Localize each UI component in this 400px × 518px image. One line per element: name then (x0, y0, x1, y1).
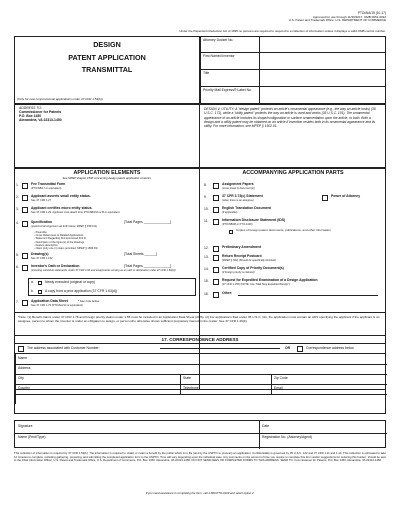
header-fields (200, 36, 386, 104)
element-1-checkbox[interactable] (22, 183, 28, 189)
element-3-num: 3. (16, 207, 19, 211)
part-14-label: Certified Copy of Priority Document(s) (222, 266, 284, 270)
element-4-num: 4. (16, 221, 19, 225)
attorney-docket-field[interactable] (259, 37, 385, 52)
element-4-note: (preferred arrangement set forth below, MPEP § 1503.01) (31, 225, 98, 228)
part-9-num: 9. (204, 195, 207, 199)
element-5-sheets[interactable]: [Total Sheets ______] (124, 252, 157, 256)
priority-mail-label: Priority Mail Express® Label No. (203, 88, 252, 92)
element-1-label: Fee Transmittal Form (31, 182, 66, 186)
assistance-note: If you need assistance in completing the form, call 1-800-PTO-9199 and select option 2. (145, 491, 255, 495)
element-2-note: See 37 CFR 1.27 (31, 199, 52, 202)
zip-label: Zip Code (274, 376, 288, 380)
element-7-see-note: * See note below. (78, 299, 100, 303)
customer-number-label: The address associated with Customer Number: (27, 346, 100, 350)
part-10-checkbox[interactable] (213, 207, 219, 213)
state-label: State (183, 376, 191, 380)
part-13-note: (MPEP § 503) (Should be specifically itemized) (222, 259, 276, 262)
element-5-label: Drawing(s) (31, 252, 49, 256)
transmittal-form (14, 12, 386, 506)
signature-label: Signature (18, 424, 33, 428)
element-3-note: See 37 CFR 1.29. Applicant must attach form PTO/SB/15A or B or equivalent. (31, 211, 121, 214)
element-6-pages[interactable]: [Total Pages ______________] (124, 264, 171, 268)
attorney-docket-row[interactable] (200, 36, 386, 53)
title-line-2: PATENT APPLICATION (68, 52, 146, 62)
ids-copies-label: Copies of foreign patent documents, publications, and other information (236, 228, 331, 232)
address-field-label: Address (18, 366, 31, 370)
part-10-note: (if applicable) (222, 211, 238, 214)
form-number: PTO/AIA/15 (10-17) (357, 11, 386, 15)
date-label: Date (262, 424, 270, 428)
correspondence-below-checkbox[interactable] (297, 346, 303, 352)
element-3-checkbox[interactable] (22, 207, 28, 213)
part-16-num: 16. (204, 292, 209, 296)
element-7-note: See 37 CFR 1.76 (PTO/AIA/14 or equivalent) (31, 304, 83, 307)
element-6-checkbox[interactable] (22, 265, 28, 271)
title-subtitle: (Only for new nonprovisional applications under 37 CFR 1.53(b)) (17, 96, 103, 101)
address-label: ADDRESS TO: (19, 106, 42, 110)
spec-part: - Description of the figure(s) of the drawings (34, 240, 85, 244)
title-field[interactable] (259, 70, 385, 86)
first-inventor-row[interactable] (200, 53, 386, 70)
element-6-note: (including substitute statements under 37 CFR 1.64 and assignments serving as an oath or declaration under 37 CFR 1.63(e)) (31, 269, 176, 272)
customer-number-checkbox[interactable] (18, 346, 24, 352)
oath-a-checkbox[interactable] (38, 281, 42, 285)
part-12-checkbox[interactable] (213, 246, 219, 252)
part-13-checkbox[interactable] (213, 255, 219, 261)
part-9-checkbox[interactable] (213, 195, 219, 201)
part-15-label: Request for Expedited Examination of a Design Application (222, 278, 318, 282)
oath-b-label: A copy from a prior application (37 CFR 1.63(d)) (45, 289, 118, 293)
part-11-checkbox[interactable] (213, 219, 219, 225)
element-6-num: 6. (16, 265, 19, 269)
spec-part: - Claim (only one (1) claim permitted, MPEP § 1503.03) (34, 247, 98, 251)
signature-field[interactable] (55, 422, 255, 432)
oath-b-checkbox[interactable] (38, 290, 42, 294)
correspondence-below-label: Correspondence address below (306, 346, 354, 350)
part-15-note: (37 CFR 1.155) (NOTE: Use "Mail Stop Expedited Design") (222, 283, 291, 286)
priority-mail-row[interactable] (200, 87, 386, 104)
element-5-num: 5. (16, 253, 19, 257)
customer-number-field[interactable] (160, 345, 280, 349)
elements-heading: APPLICATION ELEMENTS (73, 170, 141, 176)
name-field[interactable] (55, 355, 385, 363)
priority-mail-field[interactable] (259, 87, 385, 103)
oath-b-letter: b. (31, 289, 34, 293)
signature-block (14, 420, 386, 448)
ads-note: *Note: (1) Benefit claims under 37 CFR 1.78 and foreign priority claims under 1.55 must be included in an Application Data Sheet (ADS). (2) For applications filed under 35 U.S.C. 111, the application must contain an ADS specifying the applicant if the applicant is an assignee, person to whom the inventor is under an obligation to assign, or person who otherwise shows sufficient proprietary interest in the matter. See 37 CFR 1.46(b). (14, 312, 386, 336)
part-16-label: Other: (222, 291, 233, 295)
element-1-num: 1. (16, 183, 19, 187)
part-12-num: 12. (204, 246, 209, 250)
name-label: Name (18, 356, 28, 360)
element-4-checkbox[interactable] (22, 221, 28, 227)
print-name-label: Name (Print/Type) (18, 435, 46, 439)
country-label: Country (18, 386, 30, 390)
part-8-label: Assignment Papers (222, 182, 254, 186)
element-2-label: Applicant asserts small entity status. (31, 194, 91, 198)
form-header (186, 12, 386, 23)
registration-label: Registration No. (Attorney/Agent) (262, 435, 312, 439)
title-line-1: DESIGN (93, 40, 121, 49)
part-9-note: (when there is an assignee) (222, 199, 254, 202)
title-row[interactable] (200, 70, 386, 87)
part-10-label: English Translation Document (222, 206, 271, 210)
element-7-checkbox[interactable] (22, 300, 28, 306)
title-line-3: TRANSMITTAL (81, 65, 133, 75)
spec-part: - Statement Regarding Fed sponsored R & D (34, 237, 86, 241)
first-inventor-field[interactable] (259, 53, 385, 69)
power-of-attorney-checkbox[interactable] (322, 195, 328, 201)
part-11-num: 11. (204, 219, 209, 223)
part-8-num: 8. (204, 183, 207, 187)
agency-line: U.S. Patent and Trademark Office; U.S. DEPARTMENT OF COMMERCE (288, 18, 386, 23)
or-label: OR (285, 346, 291, 350)
correspondence-options (14, 344, 386, 354)
oath-a-label: Newly executed (original or copy) (45, 280, 96, 284)
part-12-label: Preliminary Amendment (222, 245, 261, 249)
element-2-checkbox[interactable] (22, 195, 28, 201)
burden-statement: This collection of information is required by 37 CFR 1.53(b). The information is required to obtain or retain a benefit by the public which is to file (and by the USPTO to process) an application. Confidentiality is governed by 35 U.S.C. 122 and 37 CFR 1.11 and 1.14. This collection is estimated to take 12 minutes to complete, including gathering, preparing, and submitting the completed application form to the USPTO. Time will vary depending upon the individual case. Any comments on the amount of time you require to complete this form and/or suggestions for reducing this burden, should be sent to the Chief Information Officer, U.S. Patent and Trademark Office, U.S. Department of Commerce, P.O. Box 1450, Alexandria, VA 22313-1450. DO NOT SEND FEES OR COMPLETED FORMS TO THIS ADDRESS. SEND TO: Commissioner for Patents, P.O. Box 1450, Alexandria, VA 22313-1450. (14, 451, 386, 463)
element-4-pages[interactable]: [Total Pages ______________] (124, 220, 171, 224)
spec-part: - Cross References to Related Applications (34, 234, 84, 238)
part-8-note: (cover sheet & document(s)) (222, 187, 255, 190)
element-5-checkbox[interactable] (22, 253, 28, 259)
ids-copies-checkbox[interactable] (229, 230, 233, 234)
title-box (14, 36, 200, 104)
design-note: DESIGN V. UTILITY: A "design patent" protects an article's ornamental appearance (e.g., the way an article looks) (35 U.S.C. 171), while a "utility patent" protects the way an article is used and works (35 U.S.C. 101). The ornamental appearance of an article includes its shape/configuration or surface ornamentation upon the article, or both. Both a design and a utility patent may be obtained on an article if invention resides both in its ornamental appearance and its utility. For more information, see MPEP § 1502.01. (200, 104, 386, 168)
address-grid (14, 354, 386, 414)
part-8-checkbox[interactable] (213, 183, 219, 189)
address-line-2: P.O. Box 1450 (19, 113, 42, 118)
oath-a-letter: a. (31, 280, 34, 284)
oath-options (28, 278, 196, 296)
spec-part: - Feature description (34, 243, 58, 247)
element-4-label: Specification (31, 220, 53, 224)
part-10-num: 10. (204, 207, 209, 211)
part-14-num: 14. (204, 267, 209, 271)
part-13-num: 13. (204, 255, 209, 259)
part-15-num: 15. (204, 279, 209, 283)
element-5-note: See 37 CFR 1.152 (31, 257, 53, 260)
correspondence-heading: 17. CORRESPONDENCE ADDRESS (14, 336, 386, 344)
spec-parts (34, 231, 194, 250)
address-box (14, 104, 200, 168)
email-label: Email (274, 386, 283, 390)
telephone-label: Telephone (183, 386, 199, 390)
pra-notice: Under the Paperwork Reduction Act of 1995 no persons are required to respond to a collection of information unless it displays a valid OMB control number. (179, 29, 386, 33)
first-inventor-label: First Named Inventor (203, 54, 235, 58)
print-name-field[interactable] (55, 435, 255, 447)
spec-part: - Preamble (34, 231, 47, 234)
part-11-label: Information Disclosure Statement (IDS) (222, 218, 286, 222)
address-line-1: Commissioner for Patents (19, 109, 62, 114)
element-7-num: 7. (16, 300, 19, 304)
power-of-attorney-label: Power of Attorney (331, 194, 361, 198)
omb-approval: Approved for use through 11/30/2017. OMB 0651-0032 (312, 14, 386, 19)
element-6-label: Inventor's Oath or Declaration (31, 264, 80, 268)
other-field[interactable] (238, 292, 378, 296)
element-7-label: Application Data Sheet (31, 299, 68, 303)
element-2-num: 2. (16, 195, 19, 199)
address-line-3: Alexandria, VA 22313-1450 (19, 117, 62, 122)
part-15-checkbox[interactable] (213, 279, 219, 285)
title-label: Title (203, 71, 210, 75)
attorney-docket-label: Attorney Docket No. (203, 38, 234, 42)
part-16-checkbox[interactable] (213, 292, 219, 298)
element-3-label: Applicant certifies micro entity status. (31, 206, 93, 210)
part-9-label: 37 CFR 3.73(c) Statement (222, 194, 263, 198)
elements-sub: See MPEP chapter 1500 concerning design patent application contents. (62, 176, 152, 180)
element-1-note: (PTO/SB/17 or equivalent) (31, 187, 62, 190)
city-label: City (18, 376, 24, 380)
part-14-checkbox[interactable] (213, 267, 219, 273)
address-field[interactable] (55, 365, 385, 373)
part-14-note: (if foreign priority is claimed) (222, 271, 255, 274)
part-13-label: Return Receipt Postcard (222, 254, 262, 258)
accompanying-heading: ACCOMPANYING APPLICATION PARTS (242, 170, 344, 176)
part-11-note: (PTO/SB/08 or PTO-1449) (222, 223, 253, 226)
